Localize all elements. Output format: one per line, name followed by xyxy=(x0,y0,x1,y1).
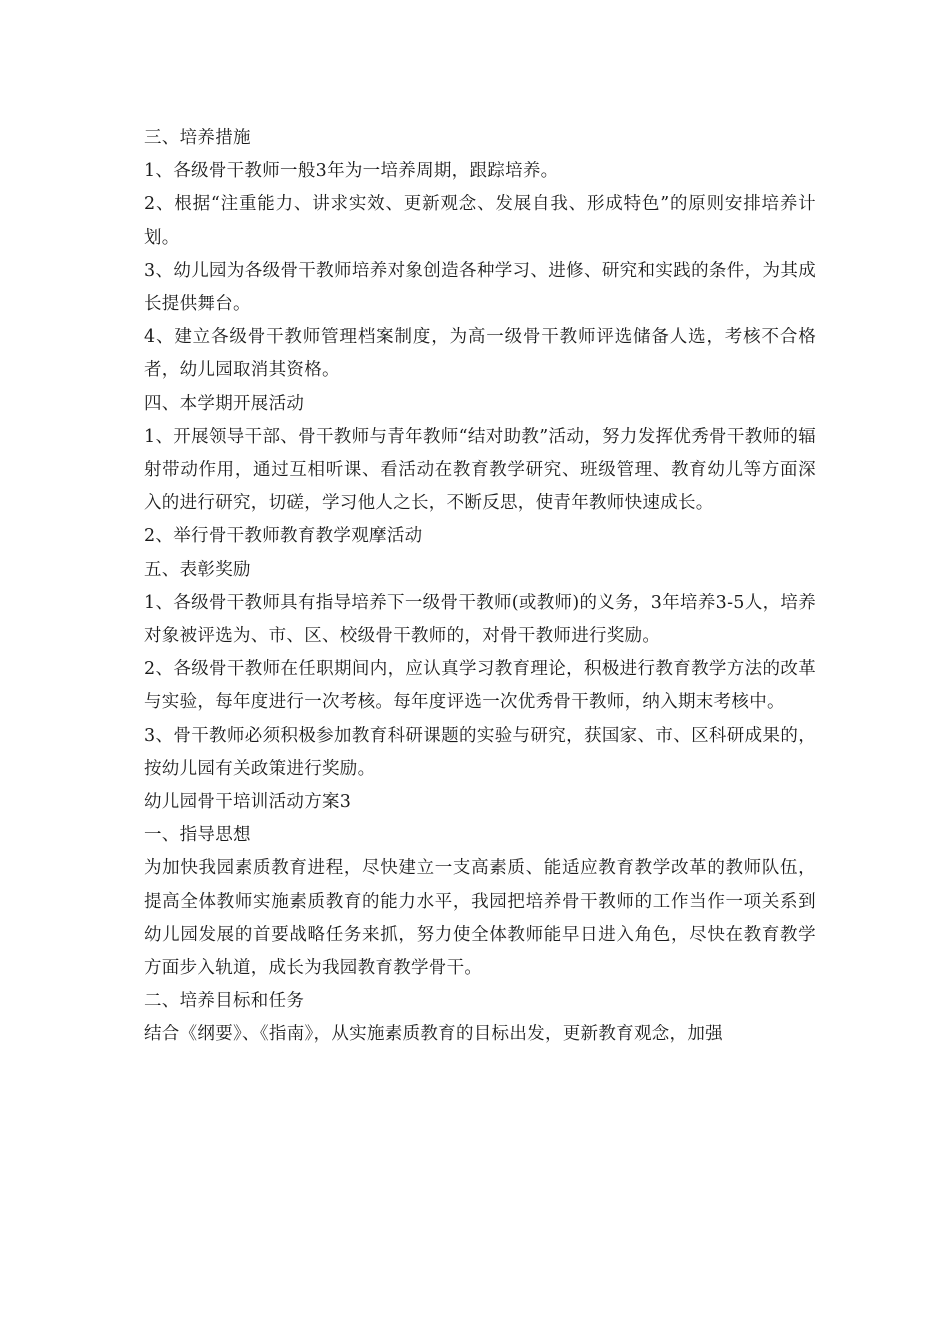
paragraph: 4、建立各级骨干教师管理档案制度，为高一级骨干教师评选储备人选，考核不合格者，幼儿园取消其资格。 xyxy=(144,327,816,381)
document-body xyxy=(144,122,816,1052)
plan-title: 幼儿园骨干培训活动方案3 xyxy=(144,792,352,813)
paragraph: 为加快我园素质教育进程，尽快建立一支高素质、能适应教育教学改革的教师队伍，提高全体教师实施素质教育的能力水平，我园把培养骨干教师的工作当作一项关系到幼儿园发展的首要战略任务来抓，努力使全体教师能早日进入角色，尽快在教育教学方面步入轨道，成长为我园教育教学骨干。 xyxy=(144,858,816,979)
section-heading-guiding-ideology: 一、指导思想 xyxy=(144,825,251,846)
paragraph: 2、各级骨干教师在任职期间内，应认真学习教育理论，积极进行教育教学方法的改革与实验，每年度进行一次考核。每年度评选一次优秀骨干教师，纳入期末考核中。 xyxy=(144,659,816,713)
section-heading-commendation: 五、表彰奖励 xyxy=(144,559,251,580)
paragraph: 2、举行骨干教师教育教学观摩活动 xyxy=(144,526,423,547)
paragraph: 1、各级骨干教师具有指导培养下一级骨干教师(或教师)的义务，3年培养3-5人，培养对象被评选为、市、区、校级骨干教师的，对骨干教师进行奖励。 xyxy=(144,592,816,647)
paragraph: 1、开展领导干部、骨干教师与青年教师“结对助教”活动，努力发挥优秀骨干教师的辐射带动作用，通过互相听课、看活动在教育教学研究、班级管理、教育幼儿等方面深入的进行研究，切磋，学习他人之长，不断反思，使青年教师快速成长。 xyxy=(144,426,816,514)
section-heading-training-measures: 三、培养措施 xyxy=(144,128,251,148)
paragraph: 1、各级骨干教师一般3年为一培养周期，跟踪培养。 xyxy=(144,161,559,182)
paragraph: 3、骨干教师必须积极参加教育科研课题的实验与研究，获国家、市、区科研成果的，按幼儿园有关政策进行奖励。 xyxy=(144,725,816,779)
paragraph: 3、幼儿园为各级骨干教师培养对象创造各种学习、进修、研究和实践的条件，为其成长提供舞台。 xyxy=(144,260,816,315)
section-heading-goals-tasks: 二、培养目标和任务 xyxy=(144,991,305,1012)
paragraph: 2、根据“注重能力、讲求实效、更新观念、发展自我、形成特色”的原则安排培养计划。 xyxy=(144,194,816,248)
paragraph: 结合《纲要》、《指南》，从实施素质教育的目标出发，更新教育观念，加强 xyxy=(144,1024,723,1045)
section-heading-semester-activities: 四、本学期开展活动 xyxy=(144,393,305,414)
